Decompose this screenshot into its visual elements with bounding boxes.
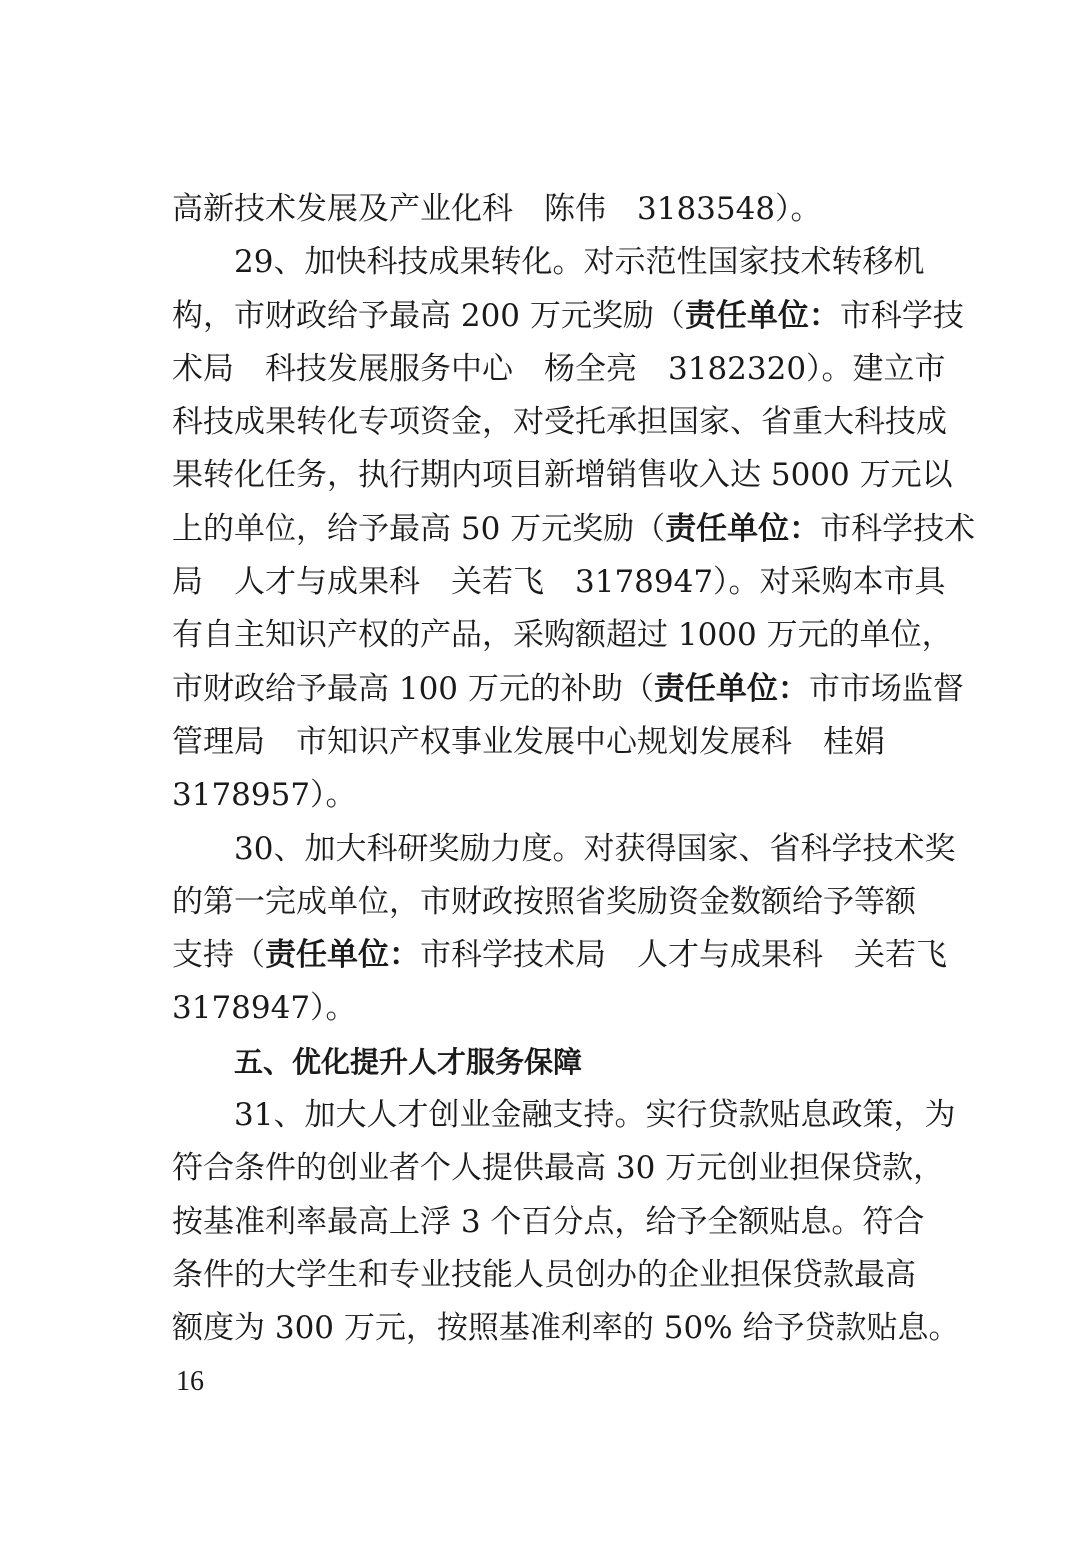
responsible-unit-label: 责任单位：: [265, 937, 420, 974]
line-content: [172, 932, 947, 985]
line-content: [234, 1039, 908, 1092]
text-line: [172, 1092, 956, 1145]
text-line: [172, 1305, 960, 1358]
text-line: [172, 293, 964, 346]
line-content: [172, 1145, 945, 1198]
line-content: [172, 452, 953, 505]
text-line: [172, 559, 946, 612]
text-segment: 果转化任务，执行期内项目新增销售收入达 5000 万元以: [172, 457, 953, 494]
responsible-unit-label: 责任单位：: [653, 670, 809, 707]
line-content: [172, 1305, 960, 1358]
line-content: [172, 719, 908, 772]
text-line: [172, 932, 947, 985]
text-line: [172, 1199, 925, 1252]
text-line: [172, 399, 947, 452]
line-content: [172, 506, 976, 559]
line-content: [172, 559, 946, 612]
line-content: [172, 1199, 925, 1252]
text-line: [172, 666, 964, 719]
line-content: [234, 826, 956, 879]
text-line: [172, 186, 908, 239]
text-segment: 有自主知识产权的产品，采购额超过 1000 万元的单位，: [172, 617, 953, 654]
text-segment: 上的单位，给予最高 50 万元奖励（: [172, 510, 666, 547]
line-content: [172, 879, 916, 932]
line-content: [172, 293, 964, 346]
line-content: [234, 239, 925, 292]
text-line: [172, 346, 946, 399]
document-body: [172, 186, 976, 1359]
text-segment: 高新技术发展及产业化科 陈伟 3183548）。: [172, 191, 822, 227]
page-number: 16: [176, 1366, 204, 1397]
text-segment: 按基准利率最高上浮 3 个百分点，给予全额贴息。符合: [172, 1203, 925, 1240]
line-content: [172, 612, 953, 665]
text-line: [172, 1252, 916, 1305]
text-segment: 市科学技术: [820, 510, 976, 547]
text-segment: 29、加快科技成果转化。对示范性国家技术转移机: [234, 244, 925, 281]
text-line: [172, 506, 976, 559]
text-segment: 支持（: [172, 937, 265, 974]
text-line: [172, 772, 908, 825]
line-content: [234, 1092, 956, 1145]
text-segment: 符合条件的创业者个人提供最高 30 万元创业担保贷款，: [172, 1150, 945, 1187]
responsible-unit-label: 责任单位：: [684, 297, 840, 334]
text-segment: 管理局 市知识产权事业发展中心规划发展科 桂娟: [172, 723, 885, 760]
text-segment: 市财政给予最高 100 万元的补助（: [172, 670, 654, 707]
text-segment: 市科学技: [839, 297, 964, 334]
responsible-unit-label: 责任单位：: [665, 510, 821, 547]
text-segment: 额度为 300 万元，按照基准利率的 50% 给予贷款贴息。: [172, 1310, 960, 1347]
text-segment: 市科学技术局 人才与成果科 关若飞: [420, 937, 947, 974]
text-line: [172, 719, 908, 772]
text-segment: 科技成果转化专项资金，对受托承担国家、省重大科技成: [172, 404, 947, 441]
text-segment: 的第一完成单位，市财政按照省奖励资金数额给予等额: [172, 883, 916, 920]
text-segment: 条件的大学生和专业技能人员创办的企业担保贷款最高: [172, 1256, 916, 1293]
text-line: [172, 985, 908, 1038]
text-segment: 五、优化提升人才服务保障: [234, 1044, 583, 1079]
line-content: [172, 399, 947, 452]
text-segment: 31、加大人才创业金融支持。实行贷款贴息政策，为: [234, 1097, 956, 1134]
line-content: [172, 346, 946, 399]
text-segment: 局 人才与成果科 关若飞 3178947）。对采购本市具: [172, 564, 946, 601]
text-segment: 术局 科技发展服务中心 杨全亮 3182320）。建立市: [172, 350, 946, 387]
section-heading: [172, 1039, 908, 1092]
text-line: [172, 879, 916, 932]
text-line: [172, 1145, 945, 1198]
text-segment: 30、加大科研奖励力度。对获得国家、省科学技术奖: [234, 830, 956, 867]
line-content: [172, 1252, 916, 1305]
text-segment: 3178957）。: [172, 777, 357, 814]
line-content: [172, 666, 964, 719]
text-line: [172, 239, 925, 292]
text-segment: 市市场监督: [808, 670, 964, 707]
line-content: [172, 985, 908, 1038]
text-segment: 构，市财政给予最高 200 万元奖励（: [172, 297, 685, 334]
text-line: [172, 612, 953, 665]
text-segment: 3178947）。: [172, 990, 357, 1027]
text-line: [172, 826, 956, 879]
line-content: [172, 186, 908, 239]
text-line: [172, 452, 953, 505]
line-content: [172, 772, 908, 825]
